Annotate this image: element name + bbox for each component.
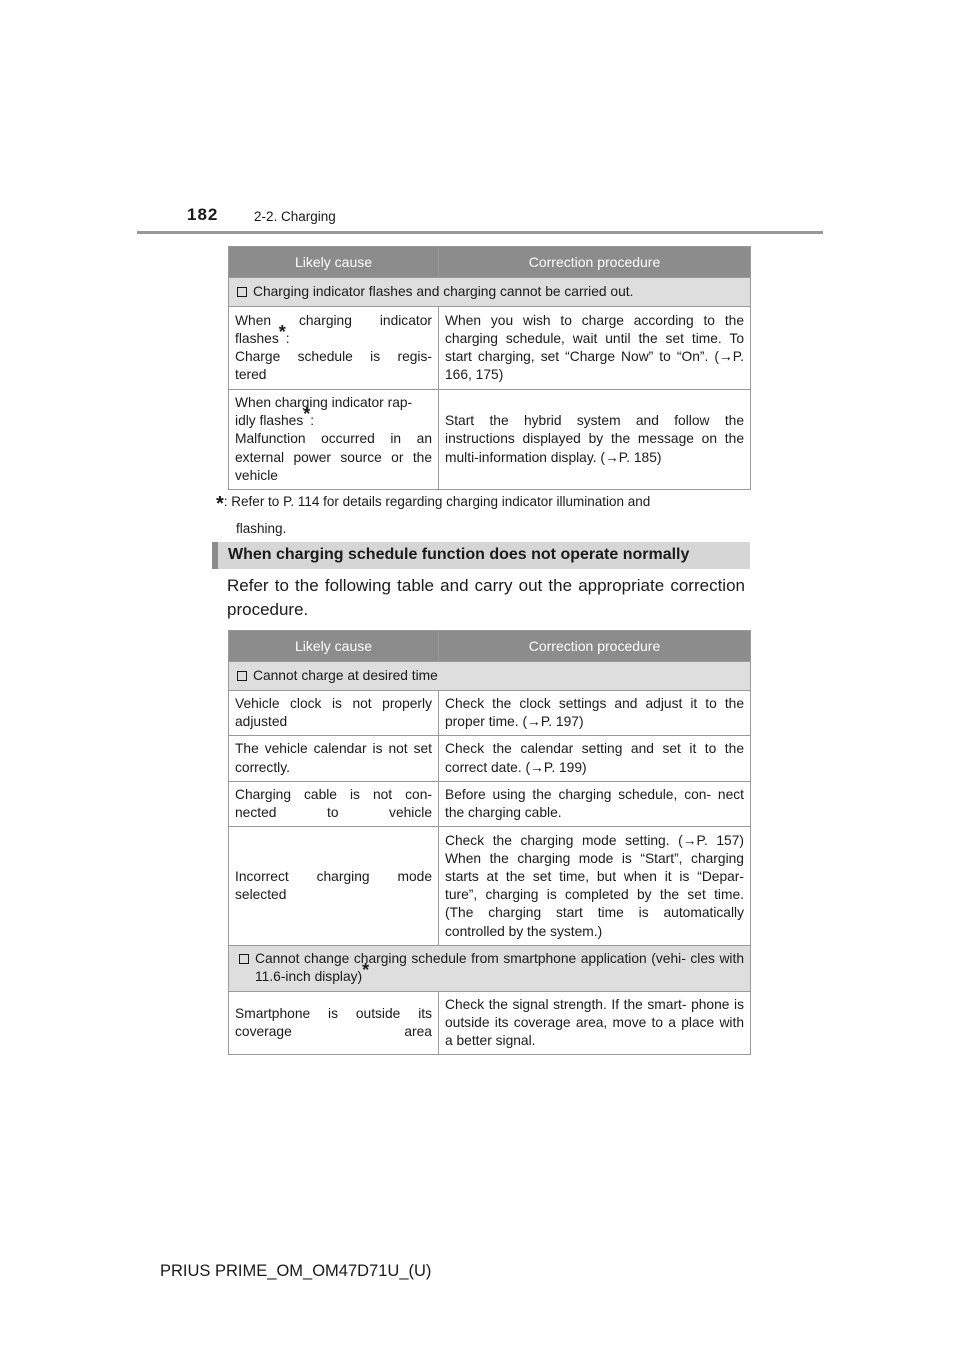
cause-cell: Vehicle clock is not properly adjusted xyxy=(229,691,439,736)
footnote-asterisk: * xyxy=(216,493,224,515)
column-header-procedure: Correction procedure xyxy=(439,631,751,662)
table-group-row xyxy=(229,662,751,691)
procedure-cell: Check the charging mode setting. (→P. 157) When the charging mode is “Start”, charging starts at the set time, but when it is “Depar- ture”, charging is completed by the set time. (The charging start time is automatically controlled by the system.) xyxy=(439,827,751,946)
procedure-cell: Start the hybrid system and follow the instructions displayed by the message on the multi-information display. (→P. 185) xyxy=(439,390,751,490)
section-heading xyxy=(212,542,750,569)
procedure-cell: Before using the charging schedule, con- nect the charging cable. xyxy=(439,781,751,826)
cause-cell: When charging indicator rap- idly flashes*: Malfunction occurred in an external power source or the vehicle xyxy=(229,390,439,490)
procedure-cell: Check the signal strength. If the smart- phone is outside its coverage area, move to a place with a better signal. xyxy=(439,991,751,1055)
table-row xyxy=(229,307,751,390)
cause-cell: Smartphone is outside its coverage area xyxy=(229,991,439,1055)
table-header-row xyxy=(229,247,751,278)
group-title: Cannot charge at desired time xyxy=(253,667,438,683)
cause-cell: When charging indicator flashes*: Charge schedule is regis- tered xyxy=(229,307,439,390)
checkbox-square-icon xyxy=(239,954,249,964)
header-divider xyxy=(137,231,823,234)
table-row xyxy=(229,691,751,736)
footnote-asterisk: * xyxy=(362,960,370,981)
document-id: PRIUS PRIME_OM_OM47D71U_(U) xyxy=(160,1262,432,1280)
table-row xyxy=(229,991,751,1055)
column-header-procedure: Correction procedure xyxy=(439,247,751,278)
page-number: 182 xyxy=(187,205,219,224)
footnote: *: Refer to P. 114 for details regarding charging indicator illumination and flashing. xyxy=(216,493,651,536)
cause-cell: Charging cable is not con- nected to vehicle xyxy=(229,781,439,826)
group-title: Charging indicator flashes and charging cannot be carried out. xyxy=(253,283,634,299)
checkbox-square-icon xyxy=(237,671,247,681)
column-header-cause: Likely cause xyxy=(229,247,439,278)
section-title: When charging schedule function does not operate normally xyxy=(228,546,690,563)
table-charging-indicator xyxy=(228,246,751,490)
table-row xyxy=(229,390,751,490)
cause-cell: The vehicle calendar is not set correctly. xyxy=(229,736,439,781)
table-row xyxy=(229,827,751,946)
table-header-row xyxy=(229,631,751,662)
cause-cell: Incorrect charging mode selected xyxy=(229,827,439,946)
procedure-cell: Check the clock settings and adjust it to the proper time. (→P. 197) xyxy=(439,691,751,736)
column-header-cause: Likely cause xyxy=(229,631,439,662)
procedure-cell: When you wish to charge according to the charging schedule, wait until the set time. To start charging, set “Charge Now” to “On”. (→P. 166, 175) xyxy=(439,307,751,390)
table-group-row xyxy=(229,946,751,991)
checkbox-square-icon xyxy=(237,287,247,297)
table-charging-schedule xyxy=(228,630,751,1055)
footnote-asterisk: * xyxy=(278,321,286,342)
procedure-cell: Check the calendar setting and set it to the correct date. (→P. 199) xyxy=(439,736,751,781)
table-row xyxy=(229,736,751,781)
table-group-row xyxy=(229,278,751,307)
table-row xyxy=(229,781,751,826)
footnote-asterisk: * xyxy=(303,404,311,425)
group-title: Cannot change charging schedule from smartphone application (vehi- cles with 11.6-inch display) xyxy=(255,951,744,985)
section-breadcrumb: 2-2. Charging xyxy=(254,209,336,224)
intro-paragraph: Refer to the following table and carry out the appropriate correction procedure. xyxy=(227,576,745,619)
